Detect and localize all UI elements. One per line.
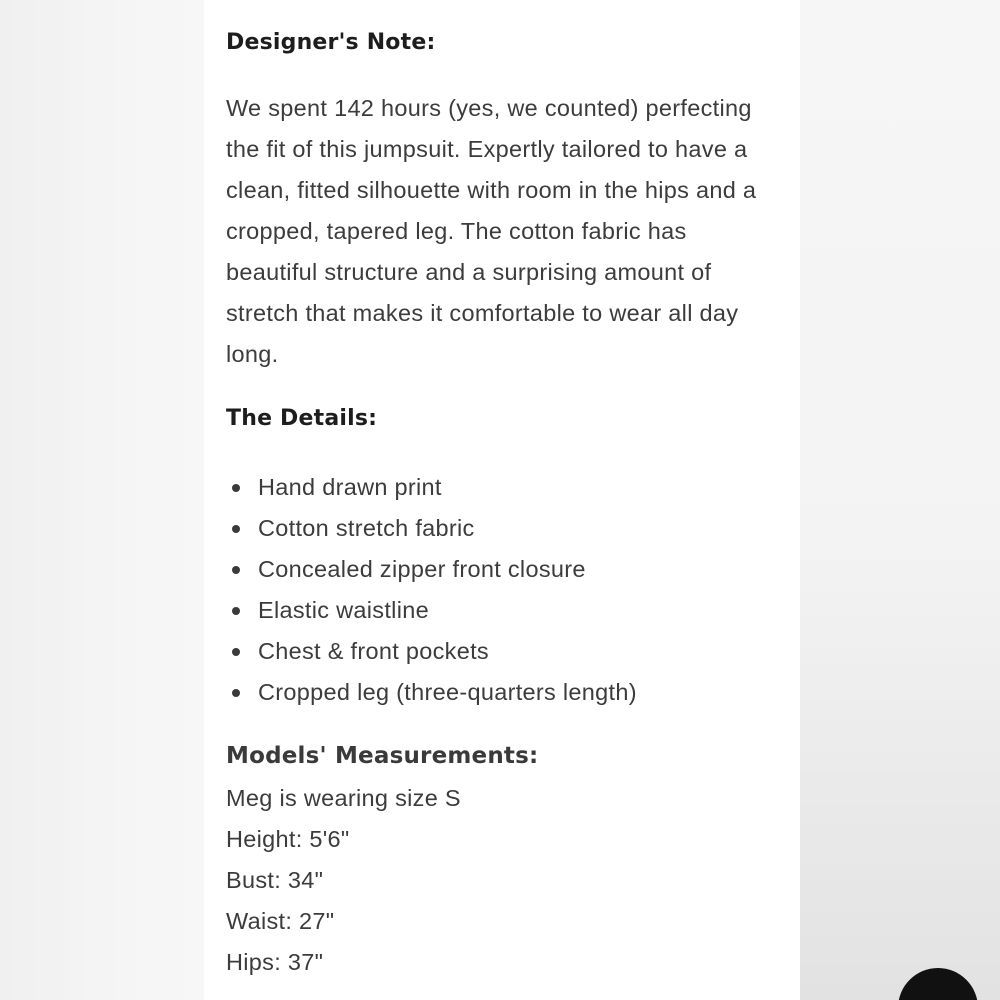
models-measurements-heading: Models' Measurements:	[226, 743, 539, 769]
detail-text: Elastic waistline	[258, 597, 429, 623]
bullet-icon	[232, 566, 240, 574]
list-item	[226, 467, 637, 508]
list-item	[226, 508, 637, 549]
detail-text: Chest & front pockets	[258, 638, 489, 664]
list-item	[226, 631, 637, 672]
list-item	[226, 549, 637, 590]
bullet-icon	[232, 689, 240, 697]
details-heading: The Details:	[226, 406, 378, 431]
designers-note-heading: Designer's Note:	[226, 30, 436, 55]
designers-note-text: We spent 142 hours (yes, we counted) perfecting the fit of this jumpsuit. Expertly tailored to have a clean, fitted silhouette with room in the hips and a cropped, tapered leg. The cotton fabric has beautiful structure and a surprising amount of stretch that makes it comfortable to wear all day long.	[226, 95, 757, 367]
background-right	[800, 0, 1000, 1000]
detail-text: Cotton stretch fabric	[258, 515, 475, 541]
bullet-icon	[232, 648, 240, 656]
measurement-line: Hips: 37"	[226, 949, 324, 975]
list-item	[226, 672, 637, 713]
bullet-icon	[232, 484, 240, 492]
detail-text: Cropped leg (three-quarters length)	[258, 679, 637, 705]
list-item	[226, 590, 637, 631]
measurement-line: Meg is wearing size S	[226, 785, 461, 811]
models-measurements-list	[226, 778, 461, 983]
bullet-icon	[232, 525, 240, 533]
background-left	[0, 0, 204, 1000]
bullet-icon	[232, 607, 240, 615]
measurement-line: Bust: 34"	[226, 867, 324, 893]
product-description-panel	[204, 0, 800, 1000]
details-list	[226, 467, 637, 713]
measurement-line: Height: 5'6"	[226, 826, 350, 852]
detail-text: Hand drawn print	[258, 474, 442, 500]
detail-text: Concealed zipper front closure	[258, 556, 586, 582]
measurement-line: Waist: 27"	[226, 908, 335, 934]
